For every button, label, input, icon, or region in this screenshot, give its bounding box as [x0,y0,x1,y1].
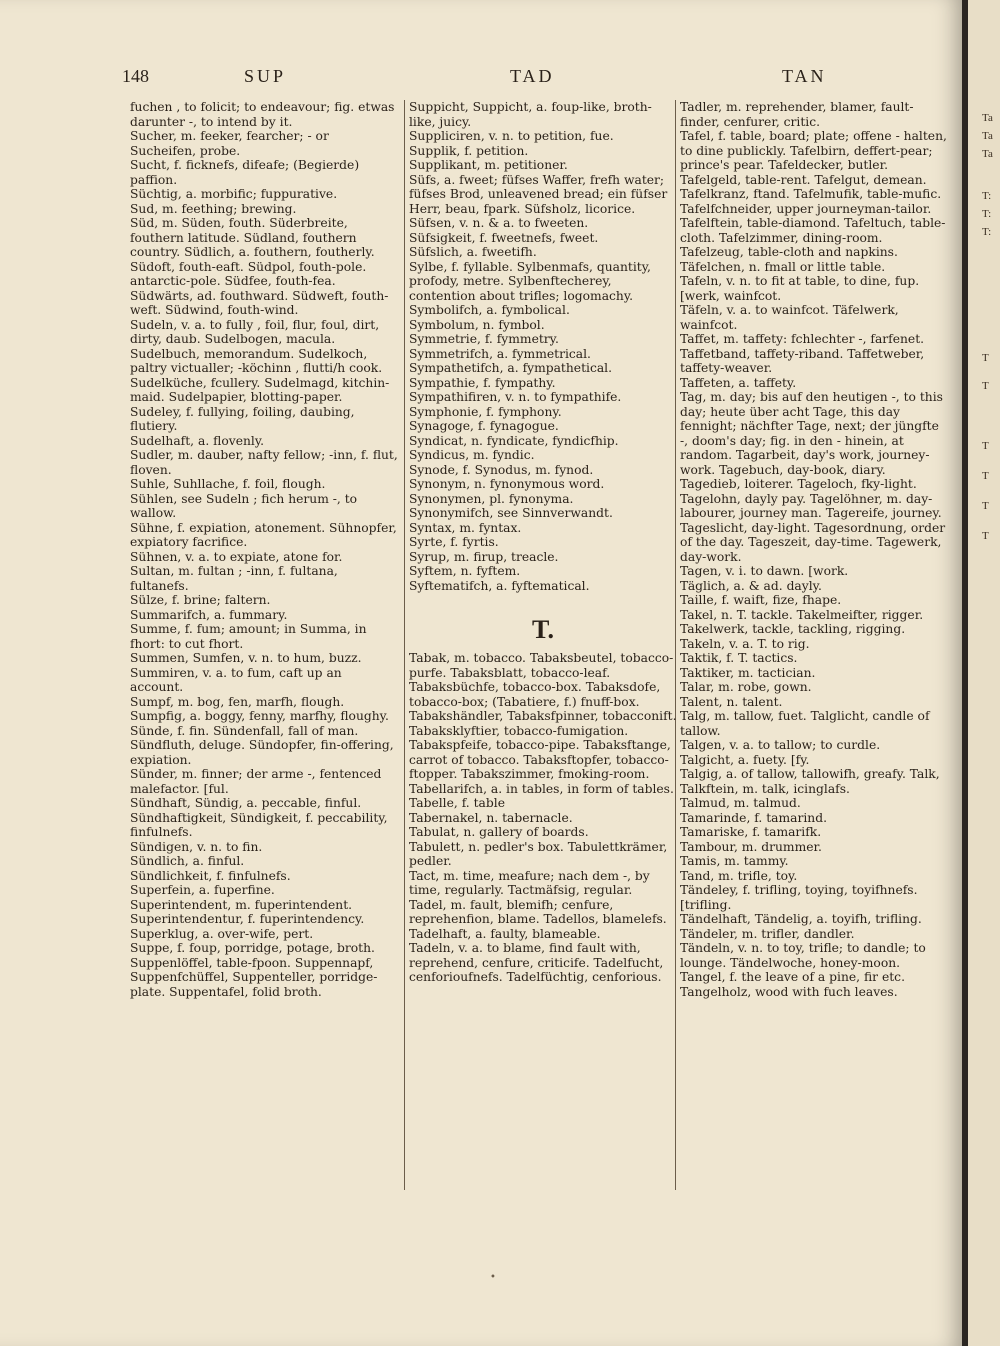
dictionary-entry: Talmud, m. talmud. [680,796,801,810]
column-divider [404,100,405,1190]
dictionary-entry: Symmetrie, f. fymmetry. [409,332,559,346]
dictionary-entry: Tabelle, f. table [409,796,505,810]
dictionary-entry: Tändelhaft, Tändelig, a. toyifh, trifling. [680,912,922,926]
dictionary-entry: Tand, m. trifle, toy. [680,868,798,883]
dictionary-entry: Tag, m. day; bis auf den heutigen -, to this day; heute über acht Tage, this day fennight; nächfter Tage, next; der jüngfte -, doom's day; fig. in den - hinein, at random. Tagarbeit, day's work, journey-work. Tagebuch, day-book, diary. Tagedieb, loiterer. Tageloch, fky-light. Tagelohn, dayly pay. Tagelöhner, m. day-labourer, journey man. Tagereife, journey. Tageslicht, day-light. Tagesordnung, order of the day. Tageszeit, day-time. Tagewerk, day-work. [680,390,946,564]
dictionary-entry: Sudeln, v. a. to fully , foil, flur, foul, dirt, dirty, daub. Sudelbogen, macula. Sudelbuch, memorandum. Sudelkoch, paltry victualler; -köchinn , flutti/h cook. Sudelküche, fcullery. Sudelmagd, kitchin-maid. Sudelpapier, blotting-paper. [130,317,390,404]
dictionary-entry: Tadelhaft, a. faulty, blameable. [409,926,601,941]
dictionary-entry: Süfsen, v. n. & a. to fweeten. [409,216,589,230]
dictionary-entry: Sühlen, see Sudeln ; fich herum -, to wallow. [130,491,358,520]
next-page-fragment: T [982,380,989,392]
next-page-fragment: Ta [982,112,993,124]
dictionary-entry: Syndicus, m. fyndic. [409,448,535,462]
dictionary-entry: Sündlich, a. finful. [130,854,245,868]
dictionary-entry: Tändeler, m. trifler, dandler. [680,926,855,941]
dictionary-entry: Tafeln, v. n. to fit at table, to dine, fup. [werk, wainfcot. [680,274,920,303]
next-page-fragment: T [982,500,989,512]
next-page-fragment: T [982,352,989,364]
dictionary-entry: Suppliciren, v. n. to petition, fue. [409,129,614,143]
next-page-fragment: Ta [982,148,993,160]
dictionary-entry: Taktik, f. T. tactics. [680,651,798,665]
next-page-fragment: T [982,440,989,452]
next-page-fragment: T [982,470,989,482]
dictionary-entry: Syntax, m. fyntax. [409,520,522,535]
dictionary-entry: Tändeley, f. trifling, toying, toyifhnefs. [trifling. [680,883,918,912]
dictionary-entry: Symbolifch, a. fymbolical. [409,303,570,317]
dictionary-entry: Syftematifch, a. fyftematical. [409,578,590,593]
dictionary-entry: Symbolum, n. fymbol. [409,317,545,332]
dictionary-entry: Syrte, f. fyrtis. [409,535,499,549]
next-page-fragment: T: [982,190,992,202]
dictionary-entry: Sylbe, f. fyllable. Sylbenmafs, quantity, profody, metre. Sylbenftecherey, contention about trifles; logomachy. [409,259,651,303]
dictionary-entry: Tambour, m. drummer. [680,839,822,854]
next-page-fragment: T: [982,226,992,238]
dictionary-entry: Tafel, f. table, board; plate; offene - halten, to dine publickly. Tafelbirn, deffert-pear; prince's pear. Tafeldecker, butler. Tafelgeld, table-rent. Tafelgut, demean. Tafelkranz, ftand. Tafelmufik, table-mufic. Tafelfchneider, upper journeyman-tailor. Tafelftein, table-diamond. Tafeltuch, table-cloth. Tafelzimmer, dining-room. Tafelzeug, table-cloth and napkins. [680,129,947,259]
dictionary-entry: Taffeten, a. taffety. [680,375,797,390]
dictionary-entry: Sühne, f. expiation, atonement. Sühnopfer, expiatory facrifice. [130,520,397,549]
column-right [680,100,948,1200]
dictionary-entry: Tadler, m. reprehender, blamer, fault-finder, cenfurer, critic. [680,100,914,129]
dictionary-entry: Synonymifch, see Sinnverwandt. [409,506,613,520]
dictionary-entry: Sympathie, f. fympathy. [409,375,556,390]
dictionary-entry: Sündlichkeit, f. finfulnefs. [130,868,291,883]
dictionary-entry: Sündhaft, Sündig, a. peccable, finful. Sündhaftigkeit, Sündigkeit, f. peccability, finfulnefs. [130,796,388,839]
dictionary-entry: Superfein, a. fuperfine. [130,883,275,897]
dictionary-entry: Suppe, f. foup, porridge, potage, broth. Suppenlöffel, table-fpoon. Suppennapf, Suppenfchüffel, Suppenteller, porridge-plate. Suppentafel, folid broth. [130,941,378,999]
running-head-middle: TAD [510,66,555,86]
dictionary-entry: Tabulat, n. gallery of boards. [409,825,589,839]
dictionary-entry: Sünde, f. fin. Sündenfall, fall of man. Sündfluth, deluge. Sündopfer, fin-offering, expiation. [130,723,394,767]
dictionary-entry: Superintendent, m. fuperintendent. [130,897,353,912]
dictionary-entry: Sumpfig, a. boggy, fenny, marfhy, floughy. [130,709,389,723]
dictionary-entry: Sud, m. feething; brewing. [130,201,297,216]
column-middle [409,100,677,1200]
running-head-right: TAN [782,66,827,86]
dictionary-entry: Tadel, m. fault, blemifh; cenfure, reprehenfion, blame. Tadellos, blamelefs. [409,897,667,926]
dictionary-entry: Sudler, m. dauber, nafty fellow; -inn, f. flut, floven. [130,448,398,477]
next-page-fragment: T: [982,208,992,220]
footer-mark: • [490,1272,496,1283]
next-page-fragment: Ta [982,130,993,142]
dictionary-entry: Sultan, m. fultan ; -inn, f. fultana, fultanefs. [130,564,338,593]
dictionary-entry: Talgicht, a. fuety. [fy. [680,752,810,767]
running-head-left: SUP [244,66,287,86]
dictionary-entry: Sülze, f. brine; faltern. [130,593,271,607]
dictionary-entry: Talent, n. talent. [680,694,783,709]
dictionary-entry: Tangel, f. the leave of a pine, fir etc. Tangelholz, wood with fuch leaves. [680,970,905,999]
dictionary-entry: Tamarinde, f. tamarind. [680,810,827,825]
dictionary-entry: Täglich, a. & ad. dayly. [680,578,822,593]
dictionary-entry: Tact, m. time, meafure; nach dem -, by time, regularly. Tactmäfsig, regular. [409,868,650,897]
dictionary-entry: Supplik, f. petition. [409,143,529,158]
dictionary-entry: Tabulett, n. pedler's box. Tabulettkrämer, pedler. [409,839,668,868]
column-left [130,100,398,1200]
next-page-fragment: T [982,530,989,542]
dictionary-entry: Syndicat, n. fyndicate, fyndicfhip. [409,433,619,448]
next-page-edge [968,0,1000,1346]
dictionary-entry: fuchen , to folicit; to endeavour; fig. etwas darunter -, to intend by it. [130,100,395,129]
dictionary-entry: Synagoge, f. fynagogue. [409,419,559,433]
dictionary-entry: Talgen, v. a. to tallow; to curdle. [680,738,881,752]
dictionary-entry: Tagen, v. i. to dawn. [work. [680,564,849,578]
page-number: 148 [122,66,149,86]
dictionary-entry: Superklug, a. over-wife, pert. [130,926,314,941]
dictionary-entry: Taktiker, m. tactician. [680,665,816,680]
dictionary-entry: Talg, m. tallow, fuet. Talglicht, candle of tallow. [680,709,930,738]
dictionary-entry: Tabak, m. tobacco. Tabaksbeutel, tobacco-purfe. Tabaksblatt, tobacco-leaf. Tabaksbüchfe, tobacco-box. Tabaksdofe, tobacco-box; (Tabatiere, f.) fnuff-box. Tabakshändler, Tabaksfpinner, tobacconift. Tabaksklyftier, tobacco-fumigation. Tabakspfeife, tobacco-pipe. Tabaksftange, carrot of tobacco. Tabaksftopfer, tobacco-ftopper. Tabakszimmer, fmoking-room. [409,651,677,781]
dictionary-entry: Summen, Sumfen, v. n. to hum, buzz. [130,651,362,665]
dictionary-entry: Süd, m. Süden, fouth. Süderbreite, fouthern latitude. Südland, fouthern country. Südlich, a. fouthern, foutherly. Südoft, fouth-eaft. Südpol, fouth-pole. antarctic-pole. Südfee, fouth-fea. Südwärts, ad. fouthward. Südweft, fouth-weft. Südwind, fouth-wind. [130,216,389,317]
dictionary-entry: Summiren, v. a. to fum, caft up an account. [130,665,342,694]
dictionary-entry: Sucher, m. feeker, fearcher; - or Sucheifen, probe. [130,129,329,158]
dictionary-entry: Süfslich, a. fweetifh. [409,245,537,259]
dictionary-entry: Taille, f. waift, fize, fhape. [680,593,842,607]
dictionary-entry: Sumpf, m. bog, fen, marfh, flough. [130,694,345,709]
dictionary-entry: Symphonie, f. fymphony. [409,404,562,419]
dictionary-entry: Sympathetifch, a. fympathetical. [409,361,613,375]
dictionary-entry: Sudeley, f. fullying, foiling, daubing, flutiery. [130,404,355,433]
dictionary-entry: Takeln, v. a. T. to rig. [680,636,810,651]
dictionary-entry: Syrup, m. firup, treacle. [409,549,559,564]
dictionary-entry: Süchtig, a. morbific; fuppurative. [130,187,338,201]
dictionary-entry: Süfsigkeit, f. fweetnefs, fweet. [409,230,599,245]
dictionary-entry: Taffet, m. taffety: fchlechter -, farfenet. Taffetband, taffety-riband. Taffetweber, taffety-weaver. [680,332,925,375]
dictionary-entry: Sündigen, v. n. to fin. [130,839,263,854]
dictionary-entry: Tadeln, v. a. to blame, find fault with, reprehend, cenfure, criticife. Tadelfucht, cenforioufnefs. Tadelfüchtig, cenforious. [409,941,664,984]
dictionary-entry: Takel, n. T. tackle. Takelmeifter, rigger. Takelwerk, tackle, tackling, rigging. [680,607,924,636]
dictionary-entry: Superintendentur, f. fuperintendency. [130,912,365,926]
dictionary-entry: Täfelchen, n. fmall or little table. [680,259,886,274]
dictionary-entry: Supplikant, m. petitioner. [409,158,568,172]
dictionary-entry: Tabellarifch, a. in tables, in form of tables. [409,781,674,796]
dictionary-entry: Tamis, m. tammy. [680,854,789,868]
dictionary-entry: Summe, f. fum; amount; in Summa, in fhort: to cut fhort. [130,622,367,651]
dictionary-entry: Synonym, n. fynonymous word. Synonymen, pl. fynonyma. [409,477,605,506]
dictionary-entry: Talar, m. robe, gown. [680,680,812,694]
dictionary-entry: Tabernakel, n. tabernacle. [409,810,573,825]
dictionary-entry: Süfs, a. fweet; füfses Waffer, frefh water; füfses Brod, unleavened bread; ein füfser Herr, beau, fpark. Süfsholz, licorice. [409,172,668,216]
dictionary-entry: Suppicht, Suppicht, a. foup-like, broth-like, juicy. [409,100,652,129]
dictionary-entry: Symmetrifch, a. fymmetrical. [409,346,591,361]
dictionary-entry: Syftem, n. fyftem. [409,564,521,578]
dictionary-entry: Summarifch, a. fummary. [130,607,288,622]
dictionary-entry: Sudelhaft, a. flovenly. [130,433,265,448]
dictionary-entry: Sucht, f. ficknefs, difeafe; (Begierde) paffion. [130,158,360,187]
section-letter-heading: T. [532,615,554,644]
dictionary-entry: Sünder, m. finner; der arme -, fentenced malefactor. [ful. [130,767,382,796]
dictionary-entry: Sympathifiren, v. n. to fympathife. [409,390,622,404]
dictionary-entry: Talgig, a. of tallow, tallowifh, greafy. Talk, Talkftein, m. talk, icinglafs. [680,767,940,796]
dictionary-entry: Täfeln, v. a. to wainfcot. Täfelwerk, wainfcot. [680,303,899,332]
dictionary-entry: Suhle, Suhllache, f. foil, flough. [130,477,326,491]
dictionary-entry: Synode, f. Synodus, m. fynod. [409,462,594,477]
dictionary-entry: Sühnen, v. a. to expiate, atone for. [130,549,343,564]
dictionary-entry: Tändeln, v. n. to toy, trifle; to dandle; to lounge. Tändelwoche, honey-moon. [680,941,926,970]
dictionary-entry: Tamariske, f. tamarifk. [680,825,822,839]
